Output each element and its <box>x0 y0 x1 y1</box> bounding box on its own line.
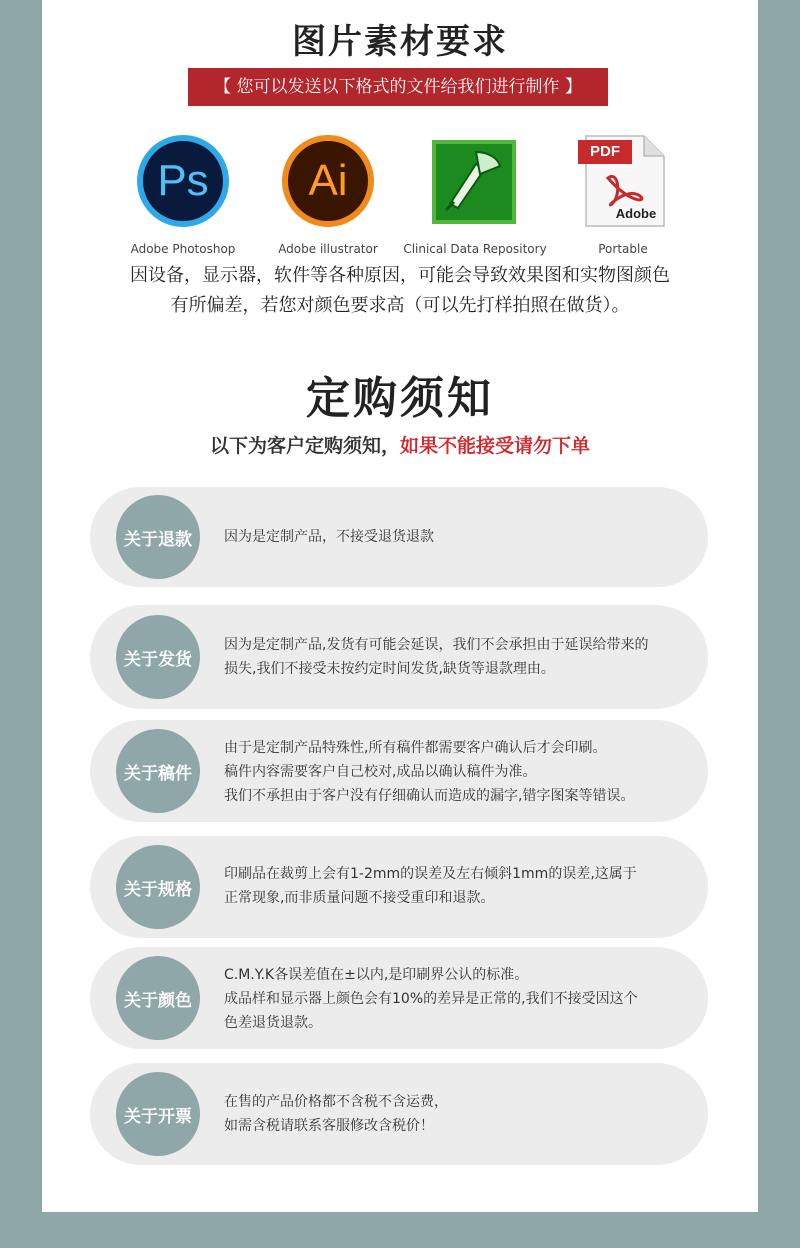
note-line: 色差退货退款。 <box>224 1015 322 1031</box>
note-line: 稿件内容需要客户自己校对,成品以确认稿件为准。 <box>224 764 537 780</box>
note-card-invoice <box>90 1063 708 1165</box>
format-caption: Clinical Data Repository <box>403 242 547 256</box>
note-badge: 关于退款 <box>116 495 200 579</box>
note-badge: 关于规格 <box>116 845 200 929</box>
pdf-glyph: PDF <box>590 143 620 160</box>
note-badge: 关于发货 <box>116 615 200 699</box>
note-text <box>224 736 688 808</box>
order-subtitle-plain: 以下为客户定购须知， <box>209 435 400 457</box>
order-subtitle-warning: 如果不能接受请勿下单 <box>400 435 591 457</box>
note-card-refund <box>90 487 708 587</box>
pdf-icon <box>578 134 666 228</box>
note-line: 因为是定制产品,发货有可能会延误，我们不会承担由于延误给带来的 <box>224 637 649 653</box>
format-caption: Portable <box>598 242 648 256</box>
format-banner: 【 您可以发送以下格式的文件给我们进行制作 】 <box>188 68 608 106</box>
note-badge: 关于稿件 <box>116 729 200 813</box>
coreldraw-icon <box>432 140 516 224</box>
note-text <box>224 862 688 910</box>
note-text <box>224 525 688 549</box>
note-card-color <box>90 947 708 1049</box>
note-line: 因为是定制产品，不接受退货退款 <box>224 529 434 545</box>
note-line: 在售的产品价格都不含税不含运费， <box>224 1094 448 1110</box>
section-title-order: 定购须知 <box>306 373 494 424</box>
note-text <box>224 1090 688 1138</box>
note-card-artwork <box>90 720 708 822</box>
note-line: 损失,我们不接受未按约定时间发货,缺货等退款理由。 <box>224 661 555 677</box>
format-caption: Adobe illustrator <box>278 242 378 256</box>
note-badge: 关于开票 <box>116 1072 200 1156</box>
note-text <box>224 633 688 681</box>
section-title-materials: 图片素材要求 <box>292 22 508 62</box>
color-note-line1: 因设备，显示器，软件等各种原因，可能会导致效果图和实物图颜色 <box>130 265 670 286</box>
note-card-shipping <box>90 605 708 709</box>
color-note-line2: 有所偏差，若您对颜色要求高（可以先打样拍照在做货）。 <box>170 295 630 316</box>
note-line: 由于是定制产品特殊性,所有稿件都需要客户确认后才会印刷。 <box>224 740 607 756</box>
note-line: 如需含税请联系客服修改含税价！ <box>224 1118 434 1134</box>
note-badge: 关于颜色 <box>116 956 200 1040</box>
note-line: 我们不承担由于客户没有仔细确认而造成的漏字,错字图案等错误。 <box>224 788 635 804</box>
order-subtitle <box>0 431 800 458</box>
note-line: C.M.Y.K各误差值在±以内,是印刷界公认的标准。 <box>224 967 529 983</box>
format-icons <box>0 130 800 260</box>
illustrator-icon: Ai <box>282 135 374 227</box>
format-caption: Adobe Photoshop <box>130 242 236 256</box>
photoshop-icon: Ps <box>137 135 229 227</box>
note-card-specs <box>90 836 708 938</box>
pdf-sub-label: Adobe <box>615 206 657 221</box>
note-line: 成品样和显示器上颜色会有10%的差异是正常的,我们不接受因这个 <box>224 991 638 1007</box>
note-line: 印刷品在裁剪上会有1-2mm的误差及左右倾斜1mm的误差,这属于 <box>224 866 637 882</box>
note-line: 正常现象,而非质量问题不接受重印和退款。 <box>224 890 495 906</box>
note-text <box>224 963 688 1035</box>
